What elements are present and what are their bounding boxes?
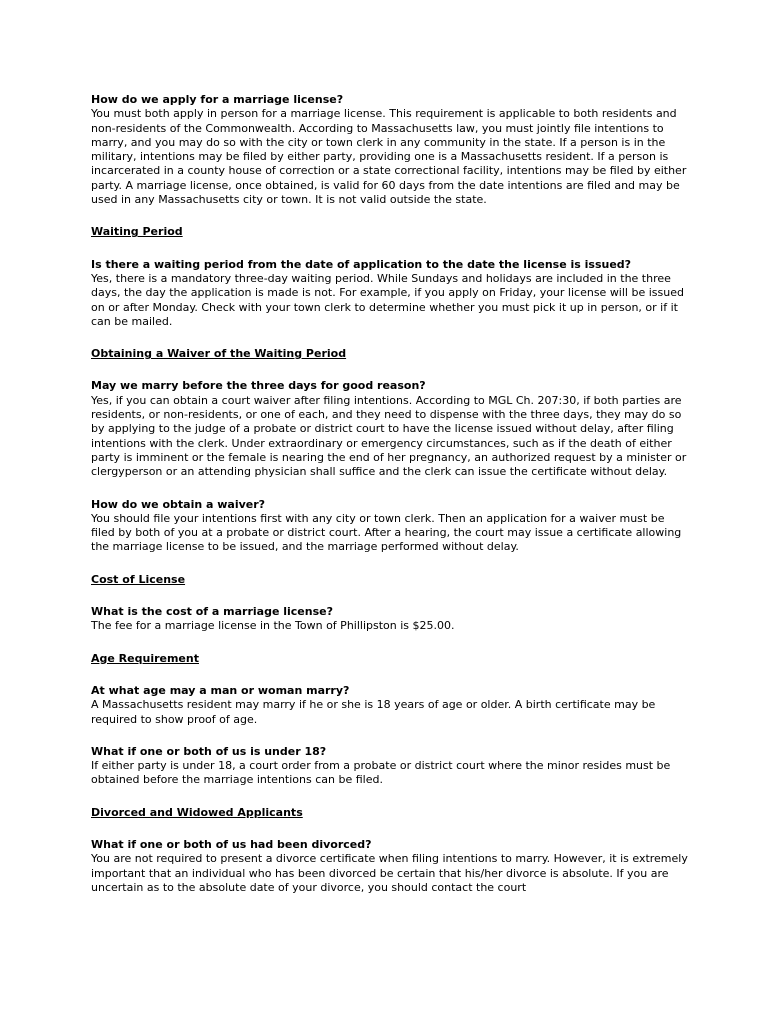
answer: If either party is under 18, a court order from a probate or district court where the minor resides must be obtained before the marriage intentions can be filed. (91, 759, 671, 787)
document-body (91, 93, 689, 913)
qa-cost (91, 605, 689, 634)
answer: Yes, if you can obtain a court waiver after filing intentions. According to MGL Ch. 207:30, if both parties are residents, or non-residents, or one of each, and they need to dispense with the three days, they may do so by applying to the judge of a probate or district court to have the license issued without delay, after filing intentions with the clerk. Under extraordinary or emergency circumstances, such as if the death of either party is imminent or the female is nearing the end of her pregnancy, an authorized request by a minister or clergyperson or an attending physician shall suffice and the clerk can issue the certificate without delay. (91, 393, 687, 479)
answer: The fee for a marriage license in the Town of Phillipston is $25.00. (91, 619, 455, 633)
question: What if one or both of us is under 18? (91, 744, 327, 758)
qa-waiting-period (91, 258, 689, 329)
qa-obtain-waiver (91, 498, 689, 555)
answer: You must both apply in person for a marriage license. This requirement is applicable to both residents and non-residents of the Commonwealth. According to Massachusetts law, you must jointly file intentions to marry, and you may do so with the city or town clerk in any community in the state. If a person is in the military, intentions may be filed by either party, providing one is a Massachusetts resident. If a person is incarcerated in a county house of correction or a state correctional facility, intentions may be filed by either party. A marriage license, once obtained, is valid for 60 days from the date intentions are filed and may be used in any Massachusetts city or town. It is not valid outside the state. (91, 107, 687, 207)
qa-marry-early (91, 379, 689, 479)
question: May we marry before the three days for good reason? (91, 379, 426, 393)
answer: Yes, there is a mandatory three-day waiting period. While Sundays and holidays are included in the three days, the day the application is made is not. For example, if you apply on Friday, your license will be issued on or after Monday. Check with your town clerk to determine whether you must pick it up in person, or if it can be mailed. (91, 271, 684, 328)
answer: You should file your intentions first with any city or town clerk. Then an application for a waiver must be filed by both of you at a probate or district court. After a hearing, the court may issue a certificate allowing the marriage license to be issued, and the marriage performed without delay. (91, 511, 682, 554)
question: How do we obtain a waiver? (91, 497, 266, 511)
section-heading-divorced: Divorced and Widowed Applicants (91, 805, 303, 819)
answer: A Massachusetts resident may marry if he or she is 18 years of age or older. A birth certificate may be required to show proof of age. (91, 698, 656, 726)
qa-under-18 (91, 745, 689, 788)
section-heading-age: Age Requirement (91, 651, 199, 665)
question: What is the cost of a marriage license? (91, 605, 333, 619)
question: How do we apply for a marriage license? (91, 93, 344, 106)
section-heading-waiting-period: Waiting Period (91, 225, 183, 239)
question: Is there a waiting period from the date of application to the date the license is issued? (91, 257, 632, 271)
qa-divorced (91, 838, 689, 895)
question: At what age may a man or woman marry? (91, 683, 350, 697)
question: What if one or both of us had been divorced? (91, 837, 372, 851)
qa-age (91, 684, 689, 727)
qa-apply (91, 93, 689, 207)
section-heading-cost: Cost of License (91, 572, 186, 586)
answer: You are not required to present a divorce certificate when filing intentions to marry. However, it is extremely important that an individual who has been divorced be certain that his/her divorce is absolute. If you are uncertain as to the absolute date of your divorce, you should contact the court (91, 852, 688, 894)
section-heading-waiver: Obtaining a Waiver of the Waiting Period (91, 347, 347, 361)
